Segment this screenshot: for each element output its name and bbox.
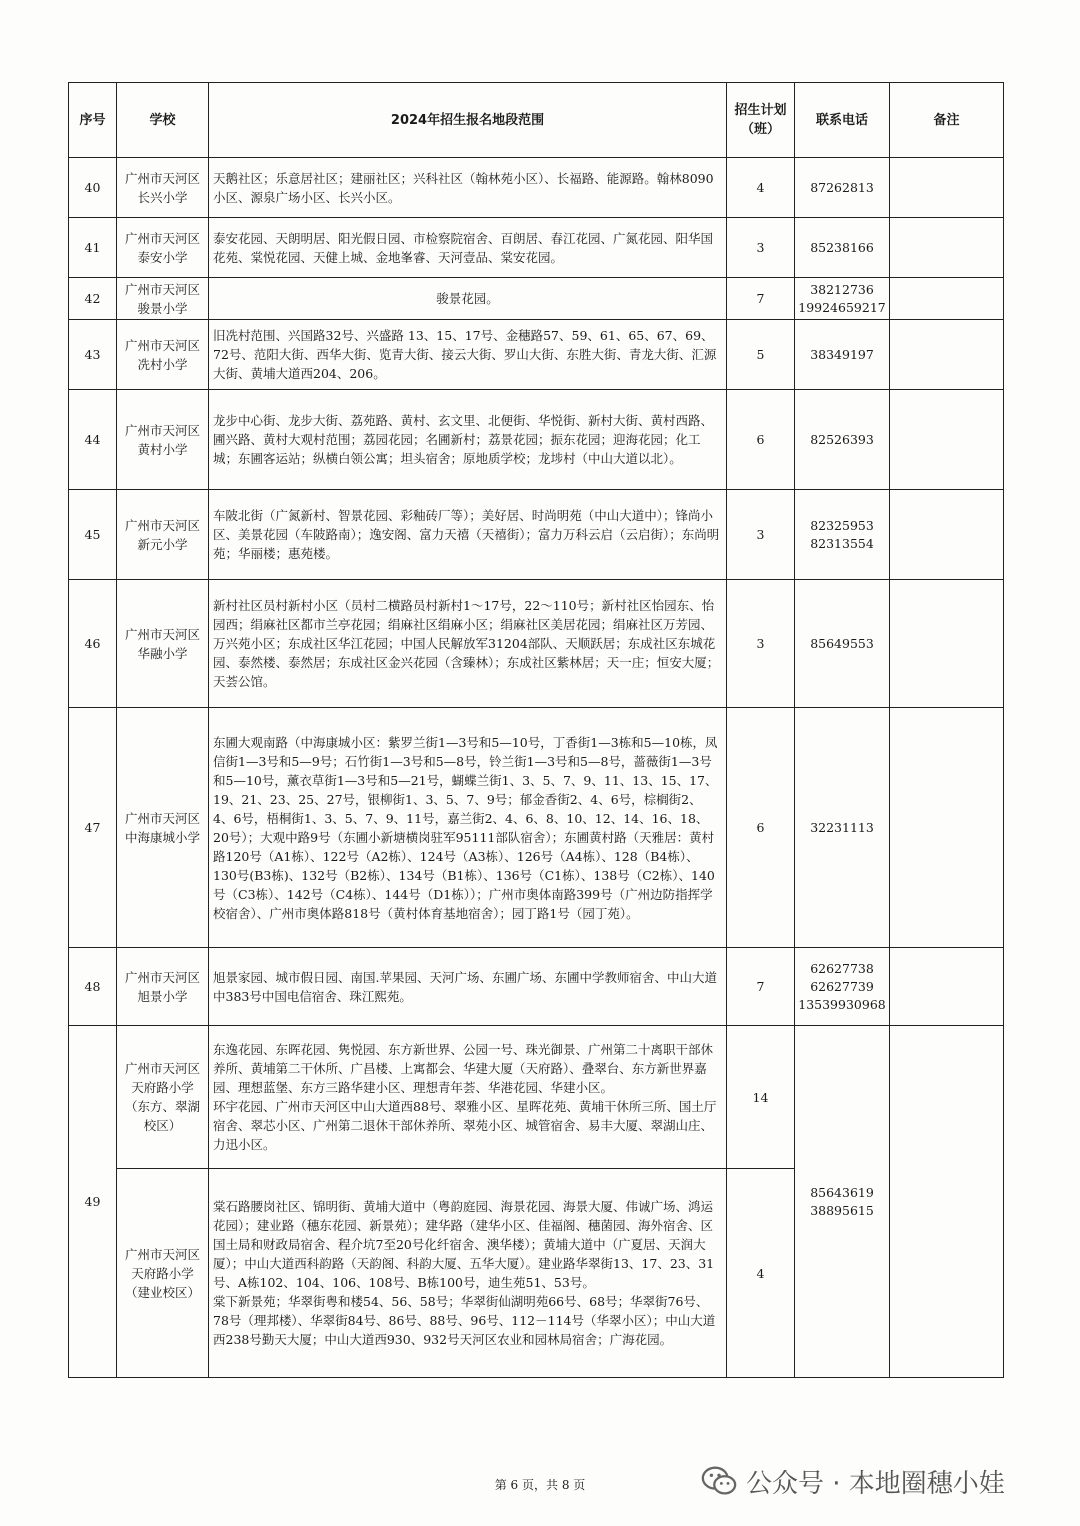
school-name-line: 黄村小学 [137, 441, 188, 457]
range-paragraph: 棠石路腰岗社区、锦明街、黄埔大道中（粤韵庭园、海景花园、海景大厦、伟诚广场、鸿运花园）；建业路（穗东花园、新景苑）；建华路（建华小区、佳福阁、穗菌园、海外宿舍、区国土局和财政局宿舍、程介坑7至20号化纤宿舍、澳华楼）；黄埔大道中（广夏居、天润大厦）；中山大道西科韵路（天韵阁、科韵大厦、五华大厦）。建业路华翠街13、17、23、31号、A栋102、104、106、108号、B栋100号，迪生苑51、53号。 [213, 1199, 715, 1290]
phone-number: 87262813 [810, 179, 874, 195]
class-plan: 6 [727, 708, 795, 948]
enrollment-range [209, 158, 727, 218]
school-name [117, 708, 209, 948]
school-name-line: 泰安小学 [137, 249, 188, 265]
school-name-line: 广州市天河区 [124, 337, 200, 353]
remarks [890, 158, 1004, 218]
class-plan: 6 [727, 390, 795, 490]
school-name-line: 广州市天河区 [124, 810, 200, 826]
school-name-line: 华融小学 [137, 645, 188, 661]
row-number: 46 [69, 580, 117, 708]
enrollment-range [209, 1026, 727, 1169]
phone-number: 38349197 [810, 346, 874, 362]
school-name [117, 158, 209, 218]
contact-phone [795, 1026, 890, 1378]
school-name [117, 278, 209, 320]
phone-number: 85643619 [810, 1184, 874, 1200]
school-name [117, 320, 209, 390]
class-plan: 4 [727, 158, 795, 218]
table-row [69, 1026, 1004, 1169]
remarks [890, 390, 1004, 490]
phone-number: 62627738 [810, 960, 874, 976]
range-paragraph: 天鹅社区；乐意居社区；建丽社区；兴科社区（翰林苑小区）、长福路、能源路。翰林8090小区、源泉广场小区、长兴小区。 [213, 170, 714, 205]
school-name-line: 广州市天河区 [124, 170, 200, 186]
contact-phone [795, 708, 890, 948]
header-num: 序号 [69, 83, 117, 158]
table-row [69, 390, 1004, 490]
school-name [117, 218, 209, 278]
table-row [69, 580, 1004, 708]
enrollment-range [209, 580, 727, 708]
enrollment-table [68, 82, 1004, 1378]
header-note: 备注 [890, 83, 1004, 158]
class-plan: 7 [727, 278, 795, 320]
remarks [890, 708, 1004, 948]
phone-number: 38895615 [810, 1202, 874, 1218]
header-range: 2024年招生报名地段范围 [209, 83, 727, 158]
phone-number: 82526393 [810, 431, 874, 447]
class-plan: 7 [727, 948, 795, 1026]
header-school: 学校 [117, 83, 209, 158]
school-name-line: 广州市天河区 [124, 230, 200, 246]
school-name-line: 广州市天河区 [124, 1061, 200, 1076]
school-name-line: 骏景小学 [137, 300, 188, 316]
contact-phone [795, 158, 890, 218]
phone-number: 38212736 [810, 281, 874, 297]
contact-phone [795, 320, 890, 390]
phone-number: 82313554 [810, 535, 874, 551]
class-plan: 14 [727, 1026, 795, 1169]
school-name [117, 1169, 209, 1378]
contact-phone [795, 390, 890, 490]
enrollment-range [209, 490, 727, 580]
range-paragraph: 东逸花园、东晖花园、隽悦园、东方新世界、公园一号、珠光御景、广州第二十离职干部休养所、黄埔第二干休所、广昌楼、上寓都会、华建大厦（天府路）、叠翠台、东方新世界嘉园、理想蓝堡、东方三路华建小区、理想青年荟、华港花园、华建小区。 [213, 1042, 714, 1095]
school-name-line: 广州市天河区 [124, 422, 200, 438]
enrollment-range [209, 218, 727, 278]
remarks [890, 218, 1004, 278]
remarks [890, 580, 1004, 708]
school-name-line: 广州市天河区 [124, 281, 200, 297]
range-paragraph: 泰安花园、天朗明居、阳光假日园、市检察院宿舍、百朗居、春江花园、广氮花园、阳华国花苑、棠悦花园、天健上城、金地峯睿、天河壹品、棠安花园。 [213, 230, 714, 265]
class-plan: 4 [727, 1169, 795, 1378]
phone-number: 13539930968 [798, 996, 886, 1012]
row-number: 42 [69, 278, 117, 320]
phone-number: 19924659217 [798, 299, 886, 315]
enrollment-range [209, 278, 727, 320]
remarks [890, 1026, 1004, 1378]
contact-phone [795, 218, 890, 278]
range-paragraph: 东圃大观南路（中海康城小区：紫罗兰街1—3号和5—10号，丁香街1—3栋和5—10栋，凤信街1—3号和5—9号；石竹街1—3号和5—8号，铃兰街1—3号和5—8号，蔷薇街1—3号和5—10号，薰衣草街1—3号和5—21号，蝴蝶兰街1、3、5、7、9、11、13、15、17、19、21、23、25、27号，银柳街1、3、5、7、9号；郁金香街2、4、6号，棕榈街2、4、6号，梧桐街1、3、5、7、9、11号，嘉兰街2、4、6、8、10、12、14、16、18、20号）；大观中路9号（东圃小新塘横岗驻军95111部队宿舍）；东圃黄村路（天雅居：黄村路120号（A1栋）、122号（A2栋）、124号（A3栋）、126号（A4栋）、128（B4栋）、130号(B3栋)、132号（B2栋）、134号（B1栋）、136号（C1栋）、138号（C2栋）、140号（C3栋）、142号（C4栋）、144号（D1栋））；广州市奥体南路399号（广州边防指挥学校宿舍）、广州市奥体路818号（黄村体育基地宿舍）；园丁路1号（园丁苑）。 [213, 734, 718, 921]
range-paragraph: 新村社区员村新村小区（员村二横路员村新村1～17号，22～110号；新村社区怡园东、怡园西；绢麻社区都市兰亭花园；绢麻社区绢麻小区；绢麻社区美居花园；绢麻社区万芳园、万兴苑小区；东成社区华江花园；中国人民解放军31204部队、天顺跃居；东成社区东城花园、泰然楼、泰然居；东成社区金兴花园（含臻林）；东成社区紫林居；天一庄；恒安大厦；天荟公馆。 [213, 598, 720, 689]
phone-number: 82325953 [810, 517, 874, 533]
school-name [117, 390, 209, 490]
school-name [117, 580, 209, 708]
page-footer: 第 6 页，共 8 页 [494, 1478, 586, 1492]
range-paragraph: 骏景花园。 [436, 291, 499, 306]
school-name-line: 新元小学 [137, 536, 188, 552]
range-paragraph: 车陂北街（广氮新村、智景花园、彩釉砖厂等）；美好居、时尚明苑（中山大道中）；锋尚小区、美景花园（车陂路南）；逸安阁、富力天禧（天禧街）；富力万科云启（云启街）；东尚明苑；华丽楼；惠苑楼。 [213, 508, 720, 561]
table-row [69, 278, 1004, 320]
school-name-line: 长兴小学 [137, 189, 188, 205]
contact-phone [795, 580, 890, 708]
class-plan: 5 [727, 320, 795, 390]
range-paragraph: 旧冼村范围、兴国路32号、兴盛路 13、15、17号、金穗路57、59、61、65、67、69、72号、范阳大街、西华大街、览青大街、接云大街、罗山大街、东胜大街、青龙大街、汇源大街、黄埔大道西204、206。 [213, 328, 717, 381]
enrollment-range [209, 390, 727, 490]
range-paragraph: 龙步中心街、龙步大街、荔苑路、黄村、玄文里、北便街、华悦街、新村大街、黄村西路、圃兴路、黄村大观村范围；荔园花园；名圃新村；荔景花园；振东花园；迎海花园；化工城；东圃客运站；纵横白领公寓；坦头宿舍；原地质学校；龙埗村（中山大道以北）。 [213, 413, 714, 466]
school-name-line: （建业校区） [124, 1284, 200, 1300]
phone-number: 85649553 [810, 635, 874, 651]
table-row [69, 158, 1004, 218]
school-name-line: 冼村小学 [137, 356, 188, 372]
school-name [117, 948, 209, 1026]
school-name-line: （东方、翠湖 [124, 1099, 200, 1114]
row-number: 48 [69, 948, 117, 1026]
contact-phone [795, 278, 890, 320]
remarks [890, 278, 1004, 320]
wechat-icon [700, 1462, 738, 1500]
school-name [117, 490, 209, 580]
school-name-line: 广州市天河区 [124, 969, 200, 985]
row-number: 44 [69, 390, 117, 490]
header-row [69, 83, 1004, 158]
row-number: 45 [69, 490, 117, 580]
table-row [69, 490, 1004, 580]
school-name-line: 旭景小学 [137, 988, 188, 1004]
school-name-line: 广州市天河区 [124, 1246, 200, 1262]
school-name-line: 校区） [143, 1118, 182, 1133]
school-name [117, 1026, 209, 1169]
school-name-line: 中海康城小学 [124, 829, 200, 845]
table-row [69, 708, 1004, 948]
range-paragraph: 旭景家园、城市假日园、南国.苹果园、天河广场、东圃广场、东圃中学教师宿舍、中山大道中383号中国电信宿舍、珠江熙苑。 [213, 969, 717, 1004]
remarks [890, 490, 1004, 580]
enrollment-range [209, 1169, 727, 1378]
school-name-line: 广州市天河区 [124, 626, 200, 642]
row-number: 43 [69, 320, 117, 390]
enrollment-range [209, 708, 727, 948]
enrollment-range [209, 320, 727, 390]
class-plan: 3 [727, 218, 795, 278]
header-phone: 联系电话 [795, 83, 890, 158]
row-number: 40 [69, 158, 117, 218]
row-number: 41 [69, 218, 117, 278]
phone-number: 62627739 [810, 978, 874, 994]
school-name-line: 广州市天河区 [124, 517, 200, 533]
remarks [890, 948, 1004, 1026]
phone-number: 85238166 [810, 239, 874, 255]
watermark-text: 公众号 · 本地圈穗小娃 [746, 1468, 1005, 1499]
phone-number: 32231113 [810, 819, 874, 835]
watermark [700, 1462, 1005, 1500]
class-plan: 3 [727, 580, 795, 708]
school-name-line: 天府路小学 [131, 1265, 194, 1281]
range-paragraph: 环宇花园、广州市天河区中山大道西88号、翠雅小区、星晖花苑、黄埔干休所三所、国土厅宿舍、翠芯小区、广州第二退休干部休养所、翠苑小区、城管宿舍、易丰大厦、翠湖山庄、力迅小区。 [213, 1099, 717, 1152]
enrollment-range [209, 948, 727, 1026]
row-number: 47 [69, 708, 117, 948]
row-number: 49 [69, 1026, 117, 1378]
table-row [69, 320, 1004, 390]
remarks [890, 320, 1004, 390]
school-name-line: 天府路小学 [131, 1080, 194, 1095]
range-paragraph: 棠下新景苑；华翠街粤和楼54、56、58号；华翠街仙湖明苑66号、68号；华翠街76号、78号（理邦楼）、华翠街84号、86号、88号、96号、112－114号（华翠小区）；中山大道西238号勤天大厦；中山大道西930、932号天河区农业和园林局宿舍；广海花园。 [213, 1294, 716, 1347]
contact-phone [795, 948, 890, 1026]
header-plan: 招生计划（班） [727, 83, 795, 158]
table-row [69, 218, 1004, 278]
contact-phone [795, 490, 890, 580]
class-plan: 3 [727, 490, 795, 580]
table-row [69, 948, 1004, 1026]
